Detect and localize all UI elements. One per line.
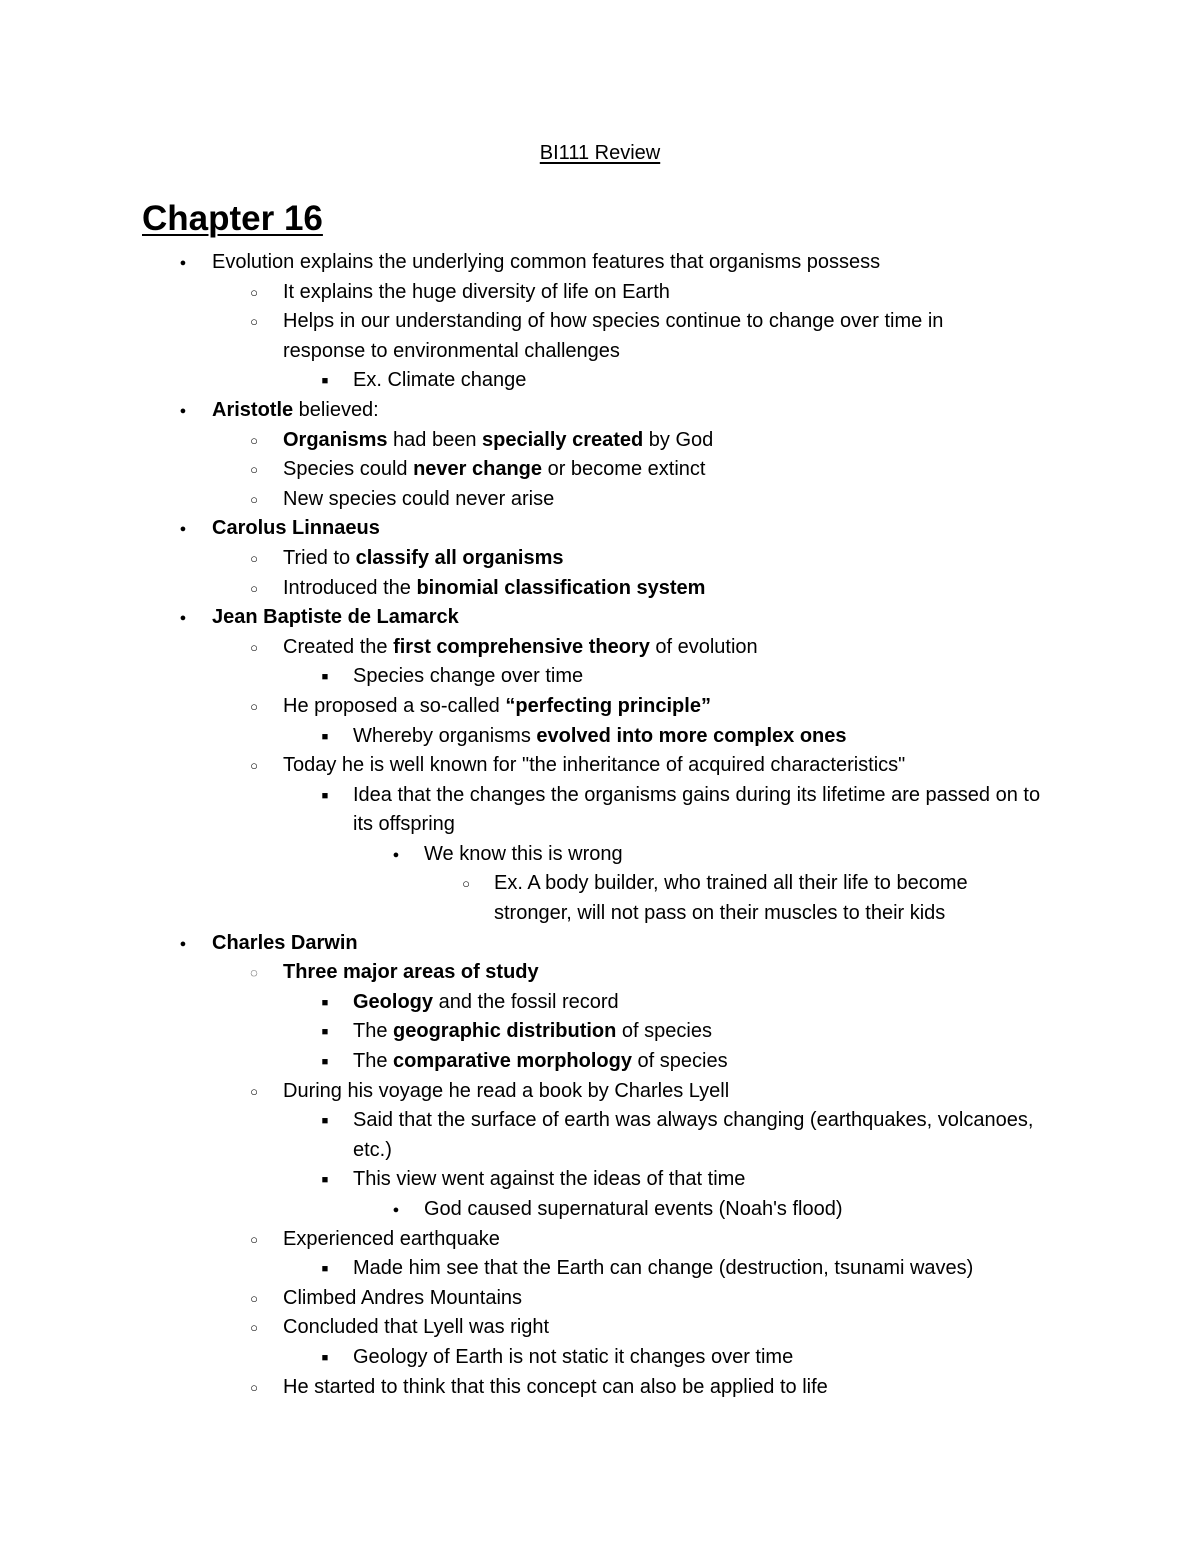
square-bullet-icon bbox=[315, 366, 335, 399]
outline-item-level-2 bbox=[0, 692, 1200, 722]
outline-item-level-2 bbox=[0, 1284, 1200, 1314]
bold-term: binomial classification system bbox=[416, 576, 706, 599]
bold-term: evolved into more complex ones bbox=[536, 724, 847, 747]
text-run: The bbox=[353, 1020, 394, 1043]
bold-term: classify all organisms bbox=[355, 546, 564, 569]
outline-item-level-1 bbox=[0, 248, 1200, 278]
square-bullet-icon bbox=[315, 1106, 335, 1139]
text-run: Ex. A body builder, who trained all their life to become stronger, will not pass on their muscles to their kids bbox=[494, 872, 968, 925]
text-run: Today he is well known for "the inheritance of acquired characteristics" bbox=[283, 754, 906, 777]
text-run: believed: bbox=[293, 398, 379, 421]
outline-item-text bbox=[494, 869, 1034, 928]
text-run: Made him see that the Earth can change (destruction, tsunami waves) bbox=[353, 1257, 974, 1280]
bullet-outline bbox=[0, 248, 1200, 1402]
outline-item-level-1 bbox=[0, 396, 1200, 426]
outline-item-level-4 bbox=[0, 1195, 1200, 1225]
outline-item-text bbox=[283, 692, 1013, 722]
outline-item-level-1 bbox=[0, 603, 1200, 633]
outline-item-level-5 bbox=[0, 869, 1200, 928]
outline-item-text bbox=[353, 366, 1053, 396]
outline-item-text bbox=[424, 840, 1184, 870]
outline-item-level-2 bbox=[0, 278, 1200, 308]
outline-item-level-2 bbox=[0, 633, 1200, 663]
bold-term: Jean Baptiste de Lamarck bbox=[212, 606, 459, 629]
disc-bullet-icon bbox=[173, 929, 193, 962]
outline-item-text bbox=[283, 307, 1013, 366]
outline-item-text bbox=[212, 248, 1200, 278]
outline-item-level-1 bbox=[0, 929, 1200, 959]
outline-item-level-2 bbox=[0, 544, 1200, 574]
text-run: of species bbox=[631, 1050, 728, 1073]
circle-bullet-icon bbox=[244, 485, 264, 516]
outline-item-level-4 bbox=[0, 840, 1200, 870]
text-run: Introduced the bbox=[283, 576, 417, 599]
outline-item-text bbox=[283, 633, 1013, 663]
text-run: Species could bbox=[283, 458, 414, 481]
circle-bullet-icon bbox=[244, 1077, 264, 1108]
text-run: Geology of Earth is not static it changes over time bbox=[353, 1345, 794, 1368]
outline-item-text bbox=[212, 929, 1200, 959]
text-run: of evolution bbox=[649, 635, 758, 658]
circle-bullet-icon bbox=[244, 1373, 264, 1404]
outline-item-level-3 bbox=[0, 988, 1200, 1018]
bold-term: Geology bbox=[353, 990, 434, 1013]
text-run: The bbox=[353, 1050, 394, 1073]
outline-item-text bbox=[353, 1165, 1053, 1195]
square-bullet-icon bbox=[315, 722, 335, 755]
outline-item-text bbox=[283, 1313, 1013, 1343]
text-run: Concluded that Lyell was right bbox=[283, 1316, 550, 1339]
text-run: New species could never arise bbox=[283, 487, 555, 510]
outline-item-text bbox=[353, 988, 1053, 1018]
square-bullet-icon bbox=[315, 1165, 335, 1198]
text-run: by God bbox=[643, 428, 714, 451]
disc-bullet-icon bbox=[173, 396, 193, 429]
circle-bullet-icon bbox=[244, 1284, 264, 1315]
outline-item-level-3 bbox=[0, 781, 1200, 840]
outline-item-level-3 bbox=[0, 1047, 1200, 1077]
bold-term: Charles Darwin bbox=[212, 931, 358, 954]
disc-bullet-icon bbox=[173, 603, 193, 636]
text-run: Climbed Andres Mountains bbox=[283, 1286, 523, 1309]
circle-bullet-icon bbox=[244, 633, 264, 664]
chapter-heading: Chapter 16 bbox=[142, 199, 323, 238]
square-bullet-icon bbox=[315, 781, 335, 814]
outline-item-level-2 bbox=[0, 1225, 1200, 1255]
outline-item-text bbox=[353, 1254, 1053, 1284]
bold-term: geographic distribution bbox=[393, 1020, 617, 1043]
bold-term: “perfecting principle” bbox=[505, 694, 711, 717]
disc-bullet-icon bbox=[173, 248, 193, 281]
bold-term: Three major areas of study bbox=[283, 961, 539, 984]
outline-item-level-2 bbox=[0, 1313, 1200, 1343]
circle-bullet-icon bbox=[244, 544, 264, 575]
text-run: Evolution explains the underlying common features that organisms possess bbox=[212, 251, 881, 273]
circle-bullet-icon bbox=[244, 307, 264, 338]
disc-bullet-icon bbox=[386, 840, 406, 873]
text-run: Tried to bbox=[283, 546, 356, 569]
square-bullet-icon bbox=[315, 662, 335, 695]
text-run: Created the bbox=[283, 635, 394, 658]
text-run: He proposed a so-called bbox=[283, 694, 506, 717]
outline-item-text bbox=[353, 1017, 1053, 1047]
outline-item-level-2 bbox=[0, 426, 1200, 456]
outline-item-text bbox=[283, 485, 1013, 515]
outline-item-text bbox=[283, 958, 1013, 988]
bold-term: first comprehensive theory bbox=[393, 635, 650, 658]
text-run: During his voyage he read a book by Charles Lyell bbox=[283, 1079, 730, 1102]
circle-bullet-icon bbox=[244, 751, 264, 782]
text-run: or become extinct bbox=[542, 458, 706, 481]
text-run: Ex. Climate change bbox=[353, 369, 527, 392]
text-run: This view went against the ideas of that time bbox=[353, 1168, 746, 1191]
outline-item-text bbox=[212, 396, 1200, 426]
outline-item-level-3 bbox=[0, 722, 1200, 752]
bold-term: never change bbox=[413, 458, 543, 481]
disc-bullet-icon bbox=[173, 514, 193, 547]
text-run: Whereby organisms bbox=[353, 724, 537, 747]
circle-bullet-icon bbox=[244, 574, 264, 605]
outline-item-text bbox=[283, 751, 1013, 781]
outline-item-level-1 bbox=[0, 514, 1200, 544]
square-bullet-icon bbox=[315, 1047, 335, 1080]
outline-item-level-2 bbox=[0, 574, 1200, 604]
square-bullet-icon bbox=[315, 1017, 335, 1050]
outline-item-level-3 bbox=[0, 1165, 1200, 1195]
outline-item-text bbox=[212, 603, 1200, 633]
circle-bullet-icon bbox=[244, 692, 264, 723]
bold-term: Organisms bbox=[283, 428, 388, 451]
outline-item-level-3 bbox=[0, 1106, 1200, 1165]
outline-item-text bbox=[283, 1077, 1013, 1107]
text-run: It explains the huge diversity of life on Earth bbox=[283, 280, 670, 303]
bold-term: specially created bbox=[482, 428, 644, 451]
bold-term: Carolus Linnaeus bbox=[212, 517, 380, 540]
outline-item-text bbox=[353, 781, 1053, 840]
outline-item-text bbox=[283, 1225, 1013, 1255]
text-run: He started to think that this concept can also be applied to life bbox=[283, 1375, 828, 1398]
text-run: Idea that the changes the organisms gains during its lifetime are passed on to its offspring bbox=[353, 783, 1041, 836]
outline-item-text bbox=[212, 514, 1200, 544]
text-run: Said that the surface of earth was always changing (earthquakes, volcanoes, etc.) bbox=[353, 1109, 1034, 1161]
outline-item-text bbox=[283, 544, 1013, 574]
outline-item-level-3 bbox=[0, 1254, 1200, 1284]
outline-item-level-2 bbox=[0, 455, 1200, 485]
text-run: and the fossil record bbox=[433, 990, 619, 1013]
bold-term: comparative morphology bbox=[393, 1050, 632, 1073]
text-run: Experienced earthquake bbox=[283, 1227, 500, 1250]
outline-item-level-3 bbox=[0, 1017, 1200, 1047]
text-run: Species change over time bbox=[353, 665, 584, 688]
outline-item-level-2 bbox=[0, 485, 1200, 515]
outline-item-text bbox=[353, 1047, 1053, 1077]
outline-item-text bbox=[353, 722, 1053, 752]
square-bullet-icon bbox=[315, 1254, 335, 1287]
dot-bullet-icon bbox=[244, 958, 264, 989]
outline-item-level-2 bbox=[0, 958, 1200, 988]
square-bullet-icon bbox=[315, 1343, 335, 1376]
outline-item-text bbox=[283, 1284, 1013, 1314]
text-run: We know this is wrong bbox=[424, 842, 623, 865]
circle-bullet-icon bbox=[456, 869, 476, 900]
outline-item-level-2 bbox=[0, 1077, 1200, 1107]
circle-bullet-icon bbox=[244, 426, 264, 457]
outline-item-text bbox=[283, 426, 1013, 456]
document-title: BI111 Review bbox=[539, 142, 661, 164]
outline-item-level-2 bbox=[0, 1373, 1200, 1403]
outline-item-text bbox=[283, 1373, 1013, 1403]
circle-bullet-icon bbox=[244, 1313, 264, 1344]
outline-item-text bbox=[283, 278, 1013, 308]
outline-item-level-2 bbox=[0, 307, 1200, 366]
text-run: had been bbox=[387, 428, 483, 451]
outline-item-level-3 bbox=[0, 1343, 1200, 1373]
outline-item-text bbox=[283, 574, 1013, 604]
outline-item-level-3 bbox=[0, 662, 1200, 692]
disc-bullet-icon bbox=[386, 1195, 406, 1228]
bold-term: Aristotle bbox=[212, 398, 294, 421]
circle-bullet-icon bbox=[244, 455, 264, 486]
outline-item-text bbox=[353, 1343, 1053, 1373]
square-bullet-icon bbox=[315, 988, 335, 1021]
text-run: God caused supernatural events (Noah's flood) bbox=[424, 1198, 843, 1220]
outline-item-text bbox=[353, 1106, 1053, 1165]
outline-item-level-2 bbox=[0, 751, 1200, 781]
circle-bullet-icon bbox=[244, 1225, 264, 1256]
outline-item-text bbox=[353, 662, 1053, 692]
circle-bullet-icon bbox=[244, 278, 264, 309]
text-run: Helps in our understanding of how species continue to change over time in response to environmental challenges bbox=[283, 310, 944, 362]
text-run: of species bbox=[616, 1020, 712, 1043]
outline-item-text bbox=[283, 455, 1013, 485]
outline-item-level-3 bbox=[0, 366, 1200, 396]
outline-item-text bbox=[424, 1195, 1184, 1225]
